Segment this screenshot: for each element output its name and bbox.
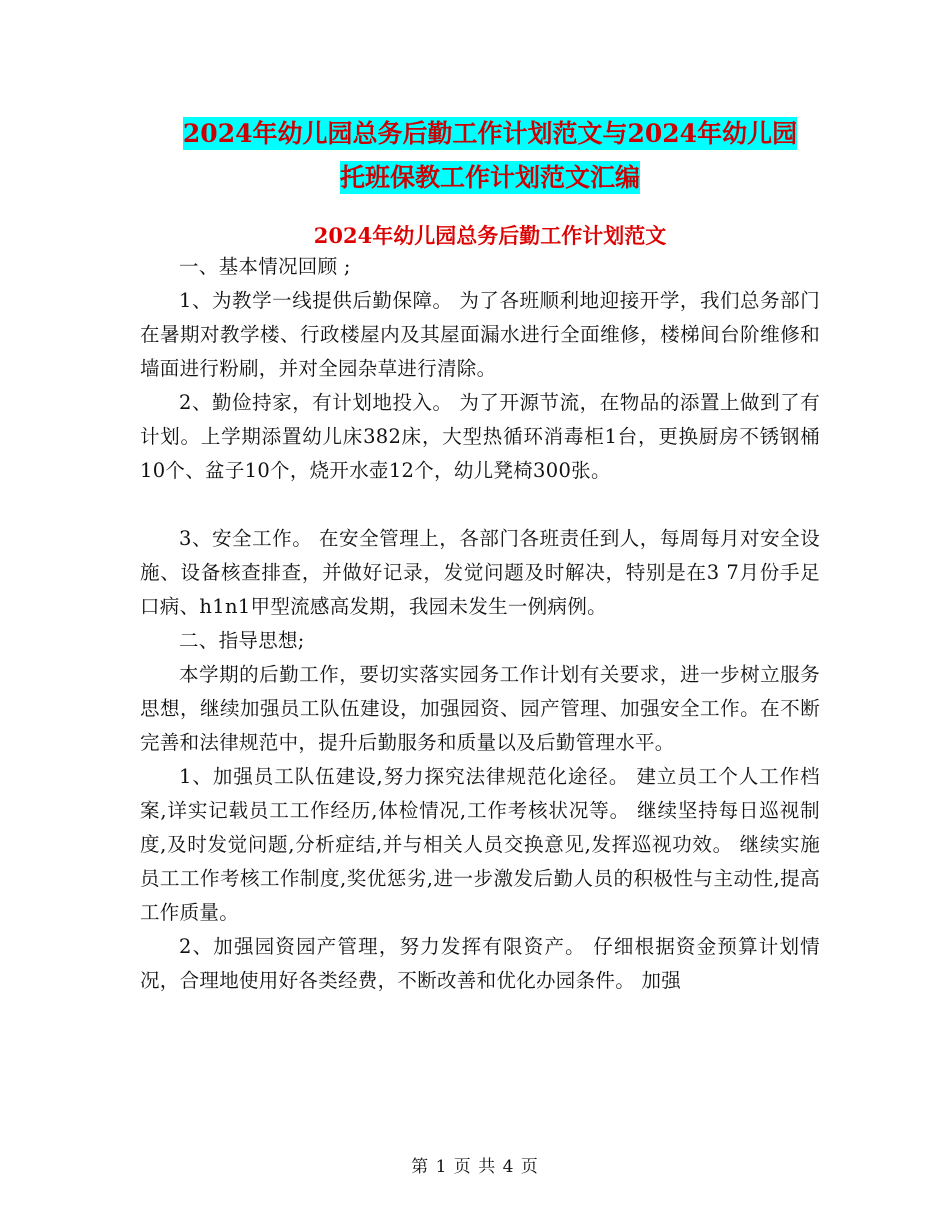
paragraph: 本学期的后勤工作，要切实落实园务工作计划有关要求，进一步树立服务思想，继续加强员工队伍建设，加强园资、园产管理、加强安全工作。在不断完善和法律规范中，提升后勤服务和质量以及后勤管理水平。: [140, 663, 820, 754]
paragraph: 1、为教学一线提供后勤保障。 为了各班顺利地迎接开学，我们总务部门在暑期对教学楼、行政楼屋内及其屋面漏水进行全面维修，楼梯间台阶维修和墙面进行粉刷，并对全园杂草进行清除。: [140, 289, 820, 380]
document-title-line-1: 2024年幼儿园总务后勤工作计划范文与2024年幼儿园: [182, 119, 798, 148]
paragraph: 1、加强员工队伍建设,努力探究法律规范化途径。 建立员工个人工作档案,详实记载员工工作经历,体检情况,工作考核状况等。 继续坚持每日巡视制度,及时发觉问题,分析症结,并与相关人员交换意见,发挥巡视功效。 继续实施员工工作考核工作制度,奖优惩劣,进一步激发后勤人员的积极性与主动性,提高工作质量。: [140, 765, 820, 924]
document-body: [140, 250, 820, 998]
paragraph: 2、勤俭持家，有计划地投入。 为了开源节流，在物品的添置上做到了有计划。上学期添置幼儿床382床，大型热循环消毒柜1台，更换厨房不锈钢桶10个、盆子10个，烧开水壶12个，幼儿凳椅300张。: [140, 391, 820, 482]
document-title: [140, 112, 840, 200]
page-footer: 第 1 页 共 4 页: [411, 1157, 539, 1177]
document-title-line-2: 托班保教工作计划范文汇编: [339, 163, 640, 192]
paragraph: 2、加强园资园产管理，努力发挥有限资产。 仔细根据资金预算计划情况，合理地使用好各类经费，不断改善和优化办园条件。 加强: [140, 935, 820, 992]
paragraph: 3、安全工作。 在安全管理上，各部门各班责任到人，每周每月对安全设施、设备核查排查，并做好记录，发觉问题及时解决，特别是在3 7月份手足口病、h1n1甲型流感高发期，我园未发生一例病例。: [140, 527, 820, 618]
paragraph-heading-1: 一、基本情况回顾 ;: [179, 255, 351, 278]
paragraph-heading-2: 二、指导思想;: [179, 629, 305, 652]
section-title: 2024年幼儿园总务后勤工作计划范文: [313, 223, 667, 248]
